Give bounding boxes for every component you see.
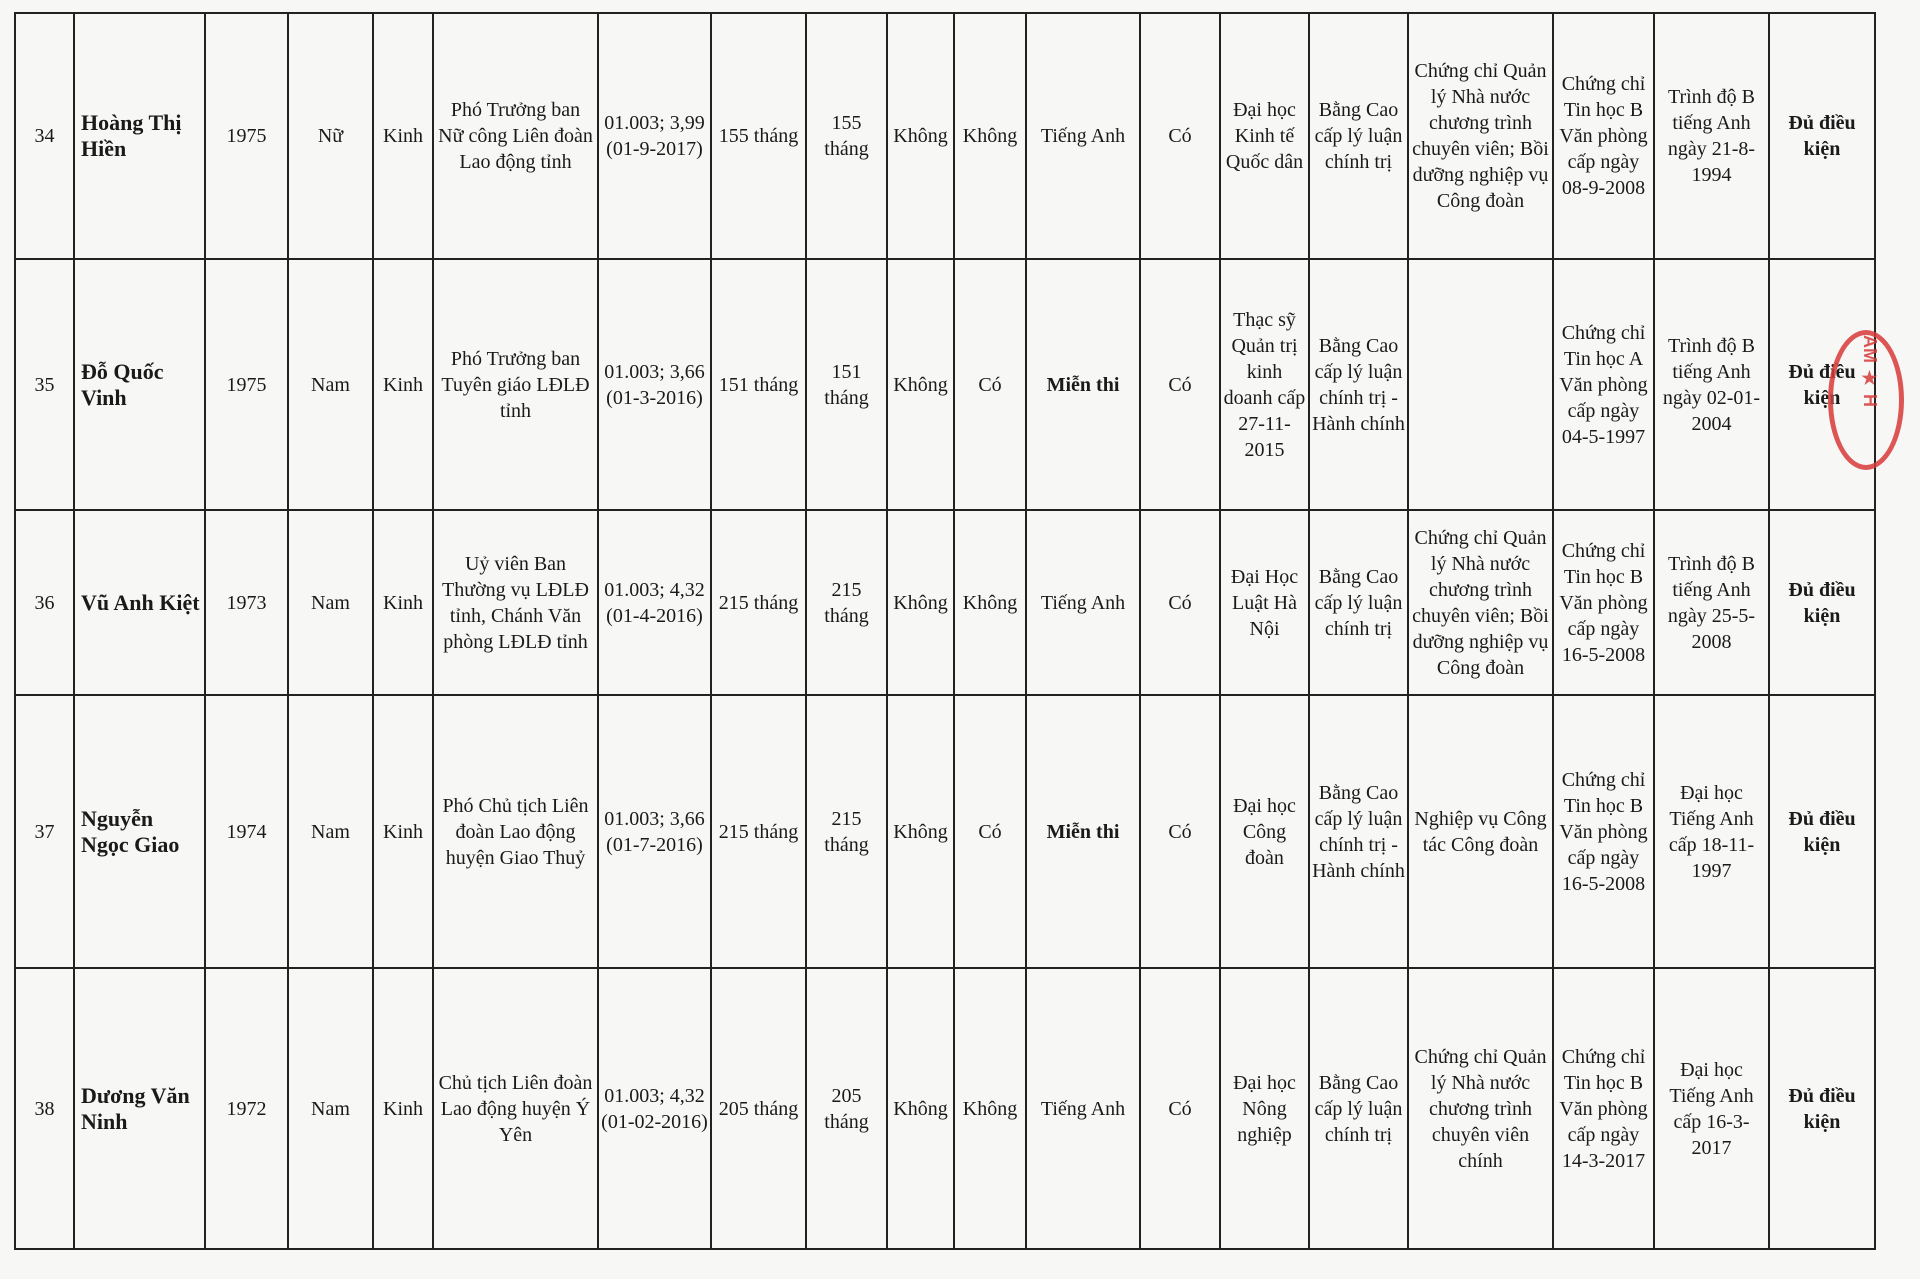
position-cell: Chủ tịch Liên đoàn Lao động huyện Ý Yên — [433, 968, 598, 1249]
birth-year-cell: 1972 — [205, 968, 288, 1249]
candidate-table — [14, 12, 1876, 1250]
table-row — [15, 510, 1875, 695]
english-certificate-cell: Trình độ B tiếng Anh ngày 21-8-1994 — [1654, 13, 1769, 259]
stt-cell: 35 — [15, 259, 74, 510]
months-cell: 155 tháng — [711, 13, 806, 259]
degree-cell: Đại Học Luật Hà Nội — [1220, 510, 1309, 695]
criterion-cell: Không — [954, 510, 1026, 695]
english-certificate-cell: Trình độ B tiếng Anh ngày 25-5-2008 — [1654, 510, 1769, 695]
months-cell: 205 tháng — [711, 968, 806, 1249]
criterion-cell: Có — [1140, 968, 1220, 1249]
months-cell: 215 tháng — [806, 695, 887, 968]
criterion-cell: Không — [954, 13, 1026, 259]
gender-cell: Nam — [288, 968, 373, 1249]
result-cell: Đủ điều kiện — [1769, 13, 1875, 259]
degree-cell: Đại học Kinh tế Quốc dân — [1220, 13, 1309, 259]
criterion-cell: Có — [954, 259, 1026, 510]
salary-rank-cell: 01.003; 3,66 (01-3-2016) — [598, 259, 711, 510]
result-cell: Đủ điều kiện — [1769, 968, 1875, 1249]
stt-cell: 36 — [15, 510, 74, 695]
english-certificate-cell: Đại học Tiếng Anh cấp 18-11-1997 — [1654, 695, 1769, 968]
position-cell: Phó Chủ tịch Liên đoàn Lao động huyện Giao Thuỷ — [433, 695, 598, 968]
criterion-cell: Có — [1140, 695, 1220, 968]
birth-year-cell: 1973 — [205, 510, 288, 695]
stamp-text: AM ★ H — [1860, 335, 1880, 407]
criterion-cell: Không — [887, 695, 954, 968]
name-cell: Dương Văn Ninh — [74, 968, 205, 1249]
result-cell: Đủ điều kiện — [1769, 259, 1875, 510]
position-cell: Uỷ viên Ban Thường vụ LĐLĐ tỉnh, Chánh Văn phòng LĐLĐ tỉnh — [433, 510, 598, 695]
months-cell: 215 tháng — [711, 510, 806, 695]
criterion-cell: Không — [954, 968, 1026, 1249]
result-cell: Đủ điều kiện — [1769, 510, 1875, 695]
stt-cell: 38 — [15, 968, 74, 1249]
months-cell: 215 tháng — [711, 695, 806, 968]
political-theory-cell: Bằng Cao cấp lý luận chính trị - Hành chính — [1309, 695, 1408, 968]
degree-cell: Thạc sỹ Quản trị kinh doanh cấp 27-11-2015 — [1220, 259, 1309, 510]
criterion-cell: Không — [887, 13, 954, 259]
result-cell: Đủ điều kiện — [1769, 695, 1875, 968]
state-management-cell: Chứng chỉ Quản lý Nhà nước chương trình chuyên viên; Bồi dưỡng nghiệp vụ Công đoàn — [1408, 510, 1553, 695]
degree-cell: Đại học Nông nghiệp — [1220, 968, 1309, 1249]
table-row — [15, 968, 1875, 1249]
stt-cell: 37 — [15, 695, 74, 968]
political-theory-cell: Bằng Cao cấp lý luận chính trị — [1309, 968, 1408, 1249]
months-cell: 215 tháng — [806, 510, 887, 695]
it-certificate-cell: Chứng chỉ Tin học B Văn phòng cấp ngày 08-9-2008 — [1553, 13, 1654, 259]
political-theory-cell: Bằng Cao cấp lý luận chính trị — [1309, 510, 1408, 695]
document-sheet — [14, 12, 1880, 1250]
birth-year-cell: 1975 — [205, 13, 288, 259]
ethnicity-cell: Kinh — [373, 259, 433, 510]
months-cell: 205 tháng — [806, 968, 887, 1249]
gender-cell: Nam — [288, 510, 373, 695]
red-seal-stamp — [1828, 330, 1904, 470]
it-certificate-cell: Chứng chỉ Tin học A Văn phòng cấp ngày 04-5-1997 — [1553, 259, 1654, 510]
months-cell: 151 tháng — [711, 259, 806, 510]
months-cell: 151 tháng — [806, 259, 887, 510]
name-cell: Vũ Anh Kiệt — [74, 510, 205, 695]
salary-rank-cell: 01.003; 3,66 (01-7-2016) — [598, 695, 711, 968]
political-theory-cell: Bằng Cao cấp lý luận chính trị — [1309, 13, 1408, 259]
name-cell: Nguyễn Ngọc Giao — [74, 695, 205, 968]
table-row — [15, 13, 1875, 259]
salary-rank-cell: 01.003; 4,32 (01-02-2016) — [598, 968, 711, 1249]
political-theory-cell: Bằng Cao cấp lý luận chính trị - Hành chính — [1309, 259, 1408, 510]
gender-cell: Nam — [288, 695, 373, 968]
salary-rank-cell: 01.003; 4,32 (01-4-2016) — [598, 510, 711, 695]
language-exam-cell: Tiếng Anh — [1026, 510, 1140, 695]
position-cell: Phó Trưởng ban Nữ công Liên đoàn Lao động tỉnh — [433, 13, 598, 259]
criterion-cell: Không — [887, 259, 954, 510]
english-certificate-cell: Đại học Tiếng Anh cấp 16-3-2017 — [1654, 968, 1769, 1249]
ethnicity-cell: Kinh — [373, 695, 433, 968]
name-cell: Hoàng Thị Hiền — [74, 13, 205, 259]
stt-cell: 34 — [15, 13, 74, 259]
state-management-cell: Chứng chỉ Quản lý Nhà nước chương trình chuyên viên; Bồi dưỡng nghiệp vụ Công đoàn — [1408, 13, 1553, 259]
english-certificate-cell: Trình độ B tiếng Anh ngày 02-01-2004 — [1654, 259, 1769, 510]
gender-cell: Nam — [288, 259, 373, 510]
degree-cell: Đại học Công đoàn — [1220, 695, 1309, 968]
table-row — [15, 695, 1875, 968]
it-certificate-cell: Chứng chỉ Tin học B Văn phòng cấp ngày 14-3-2017 — [1553, 968, 1654, 1249]
it-certificate-cell: Chứng chỉ Tin học B Văn phòng cấp ngày 16-5-2008 — [1553, 510, 1654, 695]
language-exam-cell: Tiếng Anh — [1026, 968, 1140, 1249]
months-cell: 155 tháng — [806, 13, 887, 259]
position-cell: Phó Trưởng ban Tuyên giáo LĐLĐ tỉnh — [433, 259, 598, 510]
criterion-cell: Có — [1140, 510, 1220, 695]
birth-year-cell: 1975 — [205, 259, 288, 510]
criterion-cell: Có — [1140, 13, 1220, 259]
salary-rank-cell: 01.003; 3,99 (01-9-2017) — [598, 13, 711, 259]
ethnicity-cell: Kinh — [373, 510, 433, 695]
ethnicity-cell: Kinh — [373, 968, 433, 1249]
criterion-cell: Có — [1140, 259, 1220, 510]
birth-year-cell: 1974 — [205, 695, 288, 968]
ethnicity-cell: Kinh — [373, 13, 433, 259]
state-management-cell: Chứng chỉ Quản lý Nhà nước chương trình chuyên viên chính — [1408, 968, 1553, 1249]
criterion-cell: Không — [887, 510, 954, 695]
criterion-cell: Có — [954, 695, 1026, 968]
language-exam-cell: Miễn thi — [1026, 259, 1140, 510]
criterion-cell: Không — [887, 968, 954, 1249]
language-exam-cell: Tiếng Anh — [1026, 13, 1140, 259]
it-certificate-cell: Chứng chỉ Tin học B Văn phòng cấp ngày 16-5-2008 — [1553, 695, 1654, 968]
name-cell: Đỗ Quốc Vinh — [74, 259, 205, 510]
table-row — [15, 259, 1875, 510]
gender-cell: Nữ — [288, 13, 373, 259]
state-management-cell: Nghiệp vụ Công tác Công đoàn — [1408, 695, 1553, 968]
state-management-cell — [1408, 259, 1553, 510]
language-exam-cell: Miễn thi — [1026, 695, 1140, 968]
